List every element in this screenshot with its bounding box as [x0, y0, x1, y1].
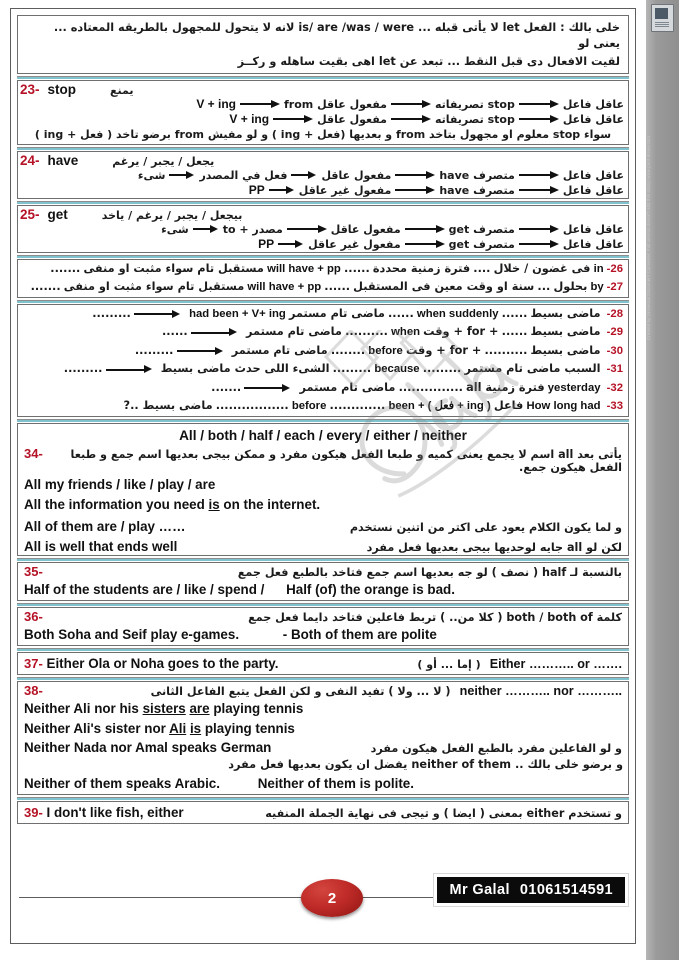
chain-cell: stop تصريفاته	[434, 97, 515, 111]
dots: ......	[501, 306, 528, 320]
section-have-row-1	[18, 168, 628, 183]
rule-31-ar-b: الشىء اللى حدث ماضى بسيط	[160, 362, 330, 375]
teacher-name: Mr Galal	[449, 882, 510, 898]
rule-29-ar-a: ماضى تام مستمر	[246, 325, 342, 338]
rule-34-arabic-note-2: و لما يكون الكلام يعود على اكتر من اتنين نستخدم	[349, 520, 622, 534]
worksheet-content	[17, 15, 629, 826]
section-get-number: 25-	[20, 206, 40, 222]
page-footer	[11, 875, 637, 931]
rule-34-example-1: All my friends / like / play / are	[24, 476, 216, 492]
arrow-icon	[191, 224, 221, 234]
arrow-icon	[289, 170, 319, 180]
arrow-line-icon	[244, 383, 296, 392]
rule-30-number: 30-	[606, 344, 623, 357]
chain-cell: عاقل فاعل	[562, 97, 624, 111]
chain-cell: فعل في المصدر	[199, 168, 288, 182]
arrow-icon	[167, 170, 197, 180]
rule-34-example-4: All is well that ends well	[24, 538, 178, 554]
rule-38-head	[18, 682, 628, 699]
rule-39-example: I don't like fish, either	[46, 805, 184, 820]
section-have	[17, 151, 629, 199]
chain-cell: متصرف have	[439, 168, 515, 182]
rule-26	[18, 260, 628, 279]
section-stop-gloss: يمنع	[110, 83, 134, 97]
rule-34-arabic-note-3: لكن لو all جايه لوحديها بيجى بعديها فعل مفرد	[366, 540, 622, 554]
rule-35-arabic-note: بالنسبة لـ half ( نصف ) لو جه بعديها اسم جمع فتاخد بالطبع فعل جمع	[237, 565, 622, 579]
rule-38-example-4: Neither of them speaks Arabic.	[24, 776, 220, 791]
separator	[17, 201, 629, 204]
section-have-row-2	[18, 183, 628, 198]
rule-31-number: 31-	[606, 363, 623, 375]
rule-31-en-b: because	[374, 363, 420, 375]
rule-39-row	[18, 802, 628, 823]
rule-26-dots-2: ......	[343, 261, 370, 275]
rule-33-ar-a: فاعل	[493, 399, 524, 412]
rule-37-number: 37-	[24, 655, 43, 671]
separator	[17, 300, 629, 303]
rule-33-en-b: been + ( فعل + ing )	[388, 400, 491, 412]
rule-27-mid-text: سنة او وقت معين فى المستقبل	[353, 280, 535, 293]
rule-26-keyword: in	[593, 262, 604, 275]
rule-26-left-text: مستقبل تام سواء مثبت او منفى	[83, 261, 264, 275]
arrow-icon	[276, 239, 306, 249]
section-stop-row-1	[18, 97, 628, 112]
dots: .............	[329, 399, 386, 412]
rule-28	[18, 305, 628, 324]
arrow-icon	[389, 114, 433, 124]
chain-cell: مفعول عاقل from	[284, 97, 387, 111]
rule-35-example-2: Half (of) the orange is bad.	[286, 581, 455, 597]
rule-34-example-3: All of them are / play ……	[24, 518, 186, 534]
dots: .........	[422, 362, 462, 375]
rule-26-dots: ....	[473, 261, 491, 275]
teacher-contact-card	[433, 873, 629, 907]
section-get-title	[18, 206, 628, 222]
rule-32	[18, 379, 628, 398]
section-have-number: 24-	[20, 152, 40, 168]
rule-36-arabic-note: كلمة both / both of ( كلا من.. ) تربط فاعلين فتاخد دايما فعل جمع	[248, 610, 622, 624]
chain-cell: مفعول غير عاقل	[308, 237, 401, 251]
section-stop-row-2	[18, 112, 628, 127]
arrow-icon	[238, 99, 282, 109]
chain-cell: عاقل فاعل	[562, 222, 624, 236]
chain-cell: متصرف get	[448, 222, 515, 236]
rule-38-underline-2b: is	[189, 720, 202, 736]
arrow-icon	[393, 170, 437, 180]
rule-29-ar-b: ماضى بسيط	[530, 325, 601, 338]
dots: .........	[134, 343, 174, 357]
section-future-perfect	[17, 259, 629, 298]
rule-32-en-b: yesterday	[547, 381, 601, 394]
rule-36-example-1: Both Soha and Seif play e-games.	[24, 626, 240, 642]
rule-36-number: 36-	[24, 608, 43, 624]
rule-27-formula: will have + pp	[247, 281, 322, 293]
rule-38-example-2: Neither Ali's sister nor Ali is playing tennis	[24, 720, 295, 736]
dots: .........	[63, 362, 103, 375]
rule-27-dots-2: ......	[324, 280, 351, 293]
dots: ..........	[484, 343, 528, 357]
section-stop	[17, 80, 629, 145]
chain-cell: عاقل فاعل	[562, 183, 624, 197]
section-both	[17, 607, 629, 646]
rule-38-underline-2a: Ali	[169, 720, 187, 736]
rule-27	[18, 278, 628, 297]
section-get	[17, 205, 629, 253]
rule-34-head	[18, 445, 628, 475]
rule-38-formula: neither ……….. nor ………..	[459, 683, 622, 698]
section-have-gloss: يجعل / يجبر / يرغم	[112, 154, 215, 168]
dots: ......	[501, 325, 528, 338]
section-stop-note: سواء stop معلوم او مجهول بتاخد from و بعديها (فعل + ing ) و لو مفيش from برضو تاخد ( فعل + ing )	[34, 127, 612, 141]
rule-33-tail: ماضى بسيط ..?	[123, 399, 213, 412]
rule-27-right-text: بحلول	[553, 280, 588, 293]
rule-32-number: 32-	[606, 381, 623, 394]
rule-28-en-b: when suddenly	[416, 307, 499, 320]
rule-38-underline-1a: sisters	[142, 700, 186, 716]
section-get-row-1	[18, 222, 628, 237]
section-stop-verb: stop	[47, 81, 77, 97]
rule-26-dots-3: .......	[50, 261, 81, 275]
dots: .......	[211, 380, 242, 394]
separator	[17, 797, 629, 800]
chain-cell: مصدر + to	[222, 222, 283, 236]
rule-31	[18, 360, 628, 379]
chain-cell: stop تصريفاته	[434, 112, 515, 126]
rule-37-formula: Either ……….. or …….	[489, 656, 622, 671]
chain-cell: مفعول عاقل	[321, 168, 392, 182]
rule-28-number: 28-	[606, 307, 623, 320]
rule-30-extra: + for + وقت	[405, 343, 482, 357]
rule-28-ar-a: ماضى تام مستمر	[288, 306, 385, 320]
rule-27-number: 27-	[606, 281, 623, 293]
rule-38-example-5: Neither of them is polite.	[257, 776, 414, 791]
rule-37-arabic-note: ( إما ... أو )	[417, 657, 481, 671]
arrow-icon	[517, 114, 561, 124]
rule-26-mid-text: فترة زمنية محددة	[372, 261, 471, 275]
dots: ........	[330, 343, 366, 357]
rule-33	[18, 397, 628, 416]
section-have-verb: have	[47, 152, 79, 168]
rule-38-number: 38-	[24, 682, 43, 698]
rule-32-ar-a: ماضى تام مستمر	[299, 380, 396, 394]
rule-27-keyword: by	[590, 281, 604, 293]
rule-30	[18, 342, 628, 361]
rule-39-number: 39-	[24, 805, 43, 820]
chain-cell: عاقل فاعل	[562, 237, 624, 251]
rule-28-en-a: had been + V+ ing	[189, 307, 286, 320]
rule-38-example-1: Neither Ali nor his sisters are playing tennis	[24, 700, 304, 716]
arrow-icon	[517, 99, 561, 109]
dots: ..........	[345, 325, 388, 338]
rule-26-right-text: فى غضون / خلال	[493, 261, 591, 275]
page-number-badge: 2	[301, 879, 363, 917]
dots: .................	[215, 399, 289, 412]
header-note-line-1: خلى بالك : الفعل let لا يأتى قبله ... is/ are /was / were لانه لا يتحول للمجهول بالطريقه المعتاده ... يعنى لو	[53, 21, 620, 50]
rule-36-examples	[18, 625, 628, 645]
rule-36-head	[18, 608, 628, 625]
rule-38-arabic-note-3: و برضو خلى بالك .. neither of them يفضل ان يكون بعديها فعل مفرد	[228, 757, 623, 771]
rule-30-ar-a: ماضى تام مستمر	[231, 343, 328, 357]
rule-27-dots-3: .......	[30, 280, 61, 293]
rule-32-ar-b: فترة زمنية all	[466, 380, 545, 394]
dots: ...............	[398, 380, 463, 394]
rule-38-head-right	[51, 684, 622, 698]
rule-27-dots: ...	[537, 280, 551, 293]
arrow-icon	[517, 185, 561, 195]
header-note-line-2: لقيت الافعال دى قبل النقط ... تبعد عن let اهى بقيت ساهله و ركــز	[237, 55, 620, 68]
section-get-gloss: بيجعل / يجبر / يرغم / ياخد	[101, 208, 243, 222]
rule-34-number: 34-	[24, 445, 43, 461]
rule-35-number: 35-	[24, 563, 43, 579]
dots: .........	[332, 362, 372, 375]
section-either-or	[17, 652, 629, 675]
dots: ......	[388, 306, 414, 320]
rule-35-examples	[18, 580, 628, 600]
dots: ......	[161, 325, 188, 338]
rule-27-left-text: مستقبل تام سواء مثبت او منفى	[63, 280, 245, 293]
rule-34-arabic-note: يأتى بعد all اسم لا يجمع يعنى كميه و طبعا الفعل هيكون مفرد و ممكن بيجى بعديها اسم جمع و طبعا الفعل هيكون جمع.	[70, 447, 622, 474]
section-quantifiers	[17, 423, 629, 556]
section-past-perfect-continuous	[17, 304, 629, 417]
rule-26-number: 26-	[606, 262, 623, 275]
separator	[17, 648, 629, 651]
chain-cell: V + ing	[229, 111, 270, 126]
separator	[17, 147, 629, 150]
rule-33-ar-b: before	[291, 400, 327, 412]
chain-cell: عاقل فاعل	[562, 112, 624, 126]
chain-cell: متصرف get	[448, 237, 515, 251]
rule-33-en-a: How long had	[526, 400, 601, 412]
arrow-icon	[285, 224, 329, 234]
rule-29	[18, 323, 628, 342]
rule-35-example-1: Half of the students are / like / spend /	[24, 581, 265, 597]
chain-cell: مفعول غير عاقل	[298, 183, 392, 197]
rule-34-row-3	[18, 518, 628, 535]
rule-37-left	[24, 656, 278, 671]
section-neither-nor	[17, 681, 629, 796]
quantifiers-heading: All / both / half / each / every / either / neither	[179, 427, 467, 443]
rule-38-underline-1b: are	[189, 700, 210, 716]
rule-34-row-4	[18, 538, 628, 555]
dots: .........	[92, 306, 131, 320]
rule-38-examples-4-5	[18, 774, 628, 794]
separator	[17, 419, 629, 422]
separator	[17, 255, 629, 258]
worksheet-sheet	[10, 8, 636, 944]
chain-cell: PP	[248, 182, 265, 197]
section-get-row-2	[18, 237, 628, 252]
rule-34-underlined-verb: is	[208, 496, 220, 512]
rule-35-head	[18, 563, 628, 580]
rule-38-example-3: Neither Nada nor Amal speaks German	[24, 739, 272, 755]
separator	[17, 603, 629, 606]
separator	[17, 558, 629, 561]
chain-cell: مفعول عاقل	[317, 112, 387, 126]
chain-cell: عاقل فاعل	[562, 168, 624, 182]
rule-37-right	[417, 657, 622, 671]
arrow-icon	[403, 239, 447, 249]
arrow-icon	[517, 239, 561, 249]
rule-29-number: 29-	[606, 326, 623, 338]
rule-29-extra: + for + وقت	[423, 325, 499, 338]
chain-cell: متصرف have	[439, 183, 515, 197]
section-half	[17, 562, 629, 601]
arrow-line-icon	[177, 346, 229, 355]
arrow-line-icon	[134, 309, 186, 318]
arrow-line-icon	[106, 365, 158, 374]
chain-cell: شىء	[137, 168, 166, 182]
rule-38-arabic-note-2: و لو الفاعلين مفرد بالطبع الفعل هيكون مفرد	[370, 741, 622, 755]
chain-cell: شىء	[161, 222, 189, 236]
rule-37-example: Either Ola or Noha goes to the party.	[46, 655, 279, 671]
section-stop-number: 23-	[20, 81, 40, 97]
separator	[17, 76, 629, 79]
teacher-contact-bar	[437, 877, 625, 903]
arrow-icon	[389, 99, 433, 109]
section-either-also	[17, 801, 629, 824]
chain-cell: V + ing	[196, 96, 237, 111]
arrow-icon	[403, 224, 447, 234]
rule-31-ar-a: السبب ماضى تام مستمر	[464, 362, 601, 375]
rule-33-number: 33-	[606, 400, 623, 412]
teacher-phone: 01061514591	[519, 882, 613, 898]
section-have-title	[18, 152, 628, 168]
arrow-icon	[517, 170, 561, 180]
arrow-icon	[267, 185, 297, 195]
rule-29-en-b: when	[391, 326, 420, 338]
arrow-line-icon	[191, 328, 243, 337]
document-converter-icon	[651, 4, 674, 32]
rule-37-row	[18, 653, 628, 674]
chain-cell: مفعول عاقل	[330, 222, 401, 236]
rule-38-row-3	[18, 739, 628, 756]
section-get-verb: get	[47, 206, 68, 222]
header-note-box	[17, 15, 629, 74]
rule-39-arabic-note: و تستخدم either بمعنى ( ايضا ) و تيجى فى نهاية الجملة المنفيه	[265, 807, 622, 820]
section-stop-title	[18, 81, 628, 97]
arrow-icon	[271, 114, 315, 124]
rule-28-ar-b: ماضى بسيط	[530, 306, 601, 320]
pdf-converter-gutter	[646, 0, 679, 960]
arrow-icon	[517, 224, 561, 234]
rule-30-en-b: before	[368, 344, 403, 357]
rule-36-example-2: - Both of them are polite	[282, 626, 437, 642]
rule-30-ar-b: ماضى بسيط	[530, 343, 601, 357]
rule-34-example-2: All the information you need is on the internet.	[24, 496, 321, 512]
gutter-watermark-label: Created by Universal Document Converter. Full version doesn't add this stamp www.print-driver.com	[646, 135, 651, 340]
rule-26-formula: will have + pp	[267, 262, 341, 275]
separator	[17, 677, 629, 680]
chain-cell: PP	[258, 236, 275, 251]
rule-39-left	[24, 805, 184, 820]
arrow-icon	[393, 185, 437, 195]
rule-38-arabic-note: ( لا ... ولا ) تفيد النفى و لكن الفعل يتبع الفاعل الثانى	[150, 684, 451, 698]
